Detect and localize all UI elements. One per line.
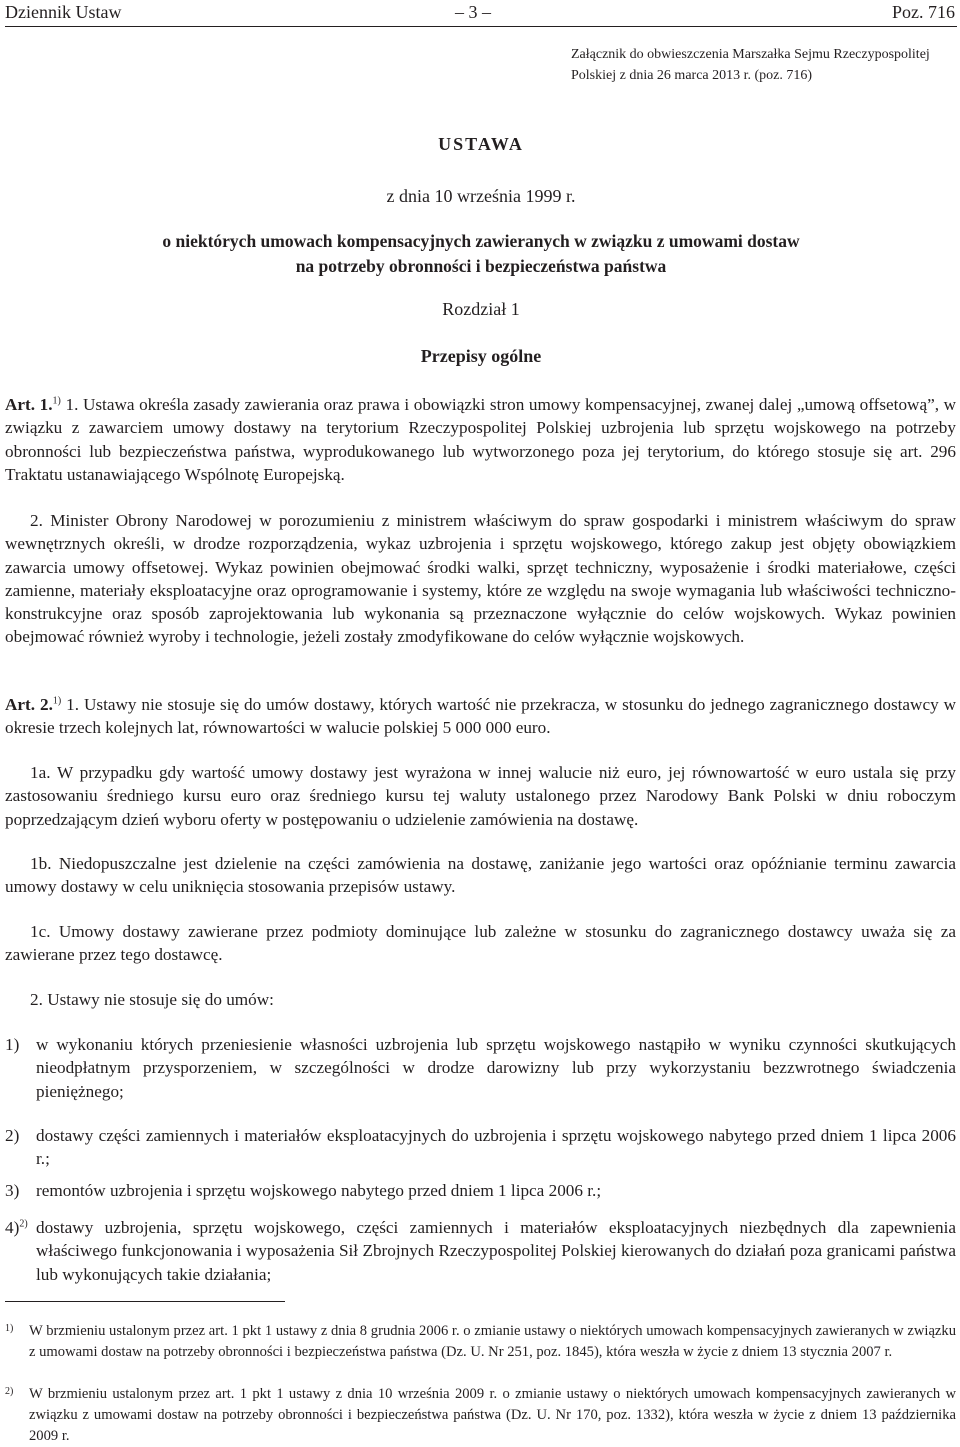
art1-label: Art. 1. (5, 395, 53, 414)
footnote-1: 1) W brzmieniu ustalonym przez art. 1 pkt 1 ustawy z dnia 8 grudnia 2006 r. o zmianie ustawy o niektórych umowach kompensacyjnych zawieranych w związku z umowami dostaw na potrzeby obronności i bezpieczeństwa państwa (Dz. U. Nr 251, poz. 1845), która weszła w życie z dniem 13 stycznia 2007 r. (5, 1323, 956, 1360)
act-title: USTAWA (438, 134, 524, 154)
list-item: 2) dostawy części zamiennych i materiałów eksploatacyjnych do uzbrojenia i sprzętu wojskowego nabytego przed dniem 1 lipca 2006 r.; (5, 1126, 956, 1169)
annex-note: Załącznik do obwieszczenia Marszałka Sejmu Rzeczypospolitej Polskiej z dnia 26 marca 2013 r. (poz. 716) (571, 47, 930, 83)
act-date: z dnia 10 września 1999 r. (386, 186, 576, 206)
header-divider (5, 26, 957, 27)
art2-paragraph-2: 2. Ustawy nie stosuje się do umów: (30, 990, 274, 1009)
list-item: 1) w wykonaniu których przeniesienie własności uzbrojenia lub sprzętu wojskowego nastąpiło w wyniku czynności skutkujących nieodpłatnym przysporzeniem, w szczególności w drodze darowizny lub przy wykorzystaniu bezzwrotnego świadczenia pieniężnego; (5, 1035, 956, 1101)
footnote-ref: 2) (19, 1218, 28, 1230)
act-subject-line-2: na potrzeby obronności i bezpieczeństwa państwa (295, 256, 667, 276)
chapter-title: Przepisy ogólne (420, 346, 542, 366)
act-subject-line-1: o niektórych umowach kompensacyjnych zawieranych w związku z umowami dostaw (162, 231, 800, 251)
art2-paragraph-1: Art. 2.$^{1)}$ 1. Ustawy nie stosuje się do umów dostawy, których wartość nie przekracza, w stosunku do jednego zagranicznego dostawcy w okresie trzech kolejnych lat, równowartości w walucie polskiej 5 000 000 euro. (5, 695, 957, 738)
journal-name: Dziennik Ustaw (5, 2, 122, 22)
art2-label: Art. 2. (5, 695, 53, 714)
footnote-ref: 1) (52, 695, 62, 707)
list-item: 4)$^{2)}$ dostawy uzbrojenia, sprzętu wojskowego, części zamiennych i materiałów eksploatacyjnych niezbędnych dla zapewnienia właściwego funkcjonowania i wyposażenia Sił Zbrojnych Rzeczypospolitej Polskiej kierowanych do działań poza granicami państwa lub wykonujących takie działania; (5, 1218, 956, 1284)
art2-paragraph-1c: 1c. Umowy dostawy zawierane przez podmioty dominujące lub zależne w stosunku do zagranicznego dostawcy uważa się za zawierane przez tego dostawcę. (5, 922, 956, 965)
footnote-ref: 1) (52, 395, 61, 407)
list-item: 3) remontów uzbrojenia i sprzętu wojskowego nabytego przed dniem 1 lipca 2006 r.; (5, 1181, 602, 1200)
position-number: Poz. 716 (892, 2, 955, 22)
footnote-2: 2) W brzmieniu ustalonym przez art. 1 pkt 1 ustawy z dnia 10 września 2009 r. o zmianie ustawy o niektórych umowach kompensacyjnych zawieranych w związku z umowami dostaw na potrzeby obronności i bezpieczeństwa państwa (Dz. U. Nr 170, poz. 1332), która weszła w życie z dniem 13 października 2009 r. (5, 1386, 956, 1444)
chapter-label: Rozdział 1 (442, 299, 520, 319)
act-subject (5, 229, 957, 279)
art1-paragraph-1: Art. 1.$^{1)}$ 1. Ustawa określa zasady zawierania oraz prawa i obowiązki stron umowy kompensacyjnej, zwanej dalej „umową offsetową”, w związku z zawarciem umowy dostawy na terytorium Rzeczypospolitej Polskiej uzbrojenia lub sprzętu wojskowego na potrzeby obronności lub bezpieczeństwa państwa, wyprodukowanego lub wytworzonego poza jej terytorium, do którego stosuje się art. 296 Traktatu ustanawiającego Wspólnotę Europejską. (5, 395, 957, 484)
page-number: – 3 – (455, 2, 491, 22)
art2-paragraph-1b: 1b. Niedopuszczalne jest dzielenie na części zamówienia na dostawę, zaniżanie jego wartości oraz opóźnianie terminu zawarcia umowy dostawy w celu uniknięcia stosowania przepisów ustawy. (5, 854, 956, 897)
art1-paragraph-2: 2. Minister Obrony Narodowej w porozumieniu z ministrem właściwym do spraw gospodarki i ministrem właściwym do spraw wewnętrznych określi, w drodze rozporządzenia, wykaz uzbrojenia i sprzętu wojskowego, którego zakup jest objęty obowiązkiem zawarcia umowy offsetowej. Wykaz powinien obejmować środki walki, sprzęt techniczny, wyposażenie i środki materiałowe, części zamienne, materiały eksploatacyjne oraz oprogramowanie i systemy, które ze względu na swoje wymagania lub właściwości techniczno-konstrukcyjne oraz sposób zaprojektowania lub wykonania są przeznaczone wyłącznie do celów wojskowych. Wykaz powinien obejmować również wyroby i technologie, jeżeli zostały zmodyfikowane do celów wyłącznie wojskowych. (5, 511, 956, 647)
art2-paragraph-1a: 1a. W przypadku gdy wartość umowy dostawy jest wyrażona w innej walucie niż euro, jej równowartość w euro ustala się przy zastosowaniu średniego kursu euro oraz średniego kursu tej waluty ustalonego przez Narodowy Bank Polski w dniu roboczym poprzedzającym dzień wyboru oferty w postępowaniu o udzielenie zamówienia na dostawę. (5, 763, 956, 829)
footnote-divider (5, 1301, 285, 1302)
running-header (5, 0, 957, 24)
